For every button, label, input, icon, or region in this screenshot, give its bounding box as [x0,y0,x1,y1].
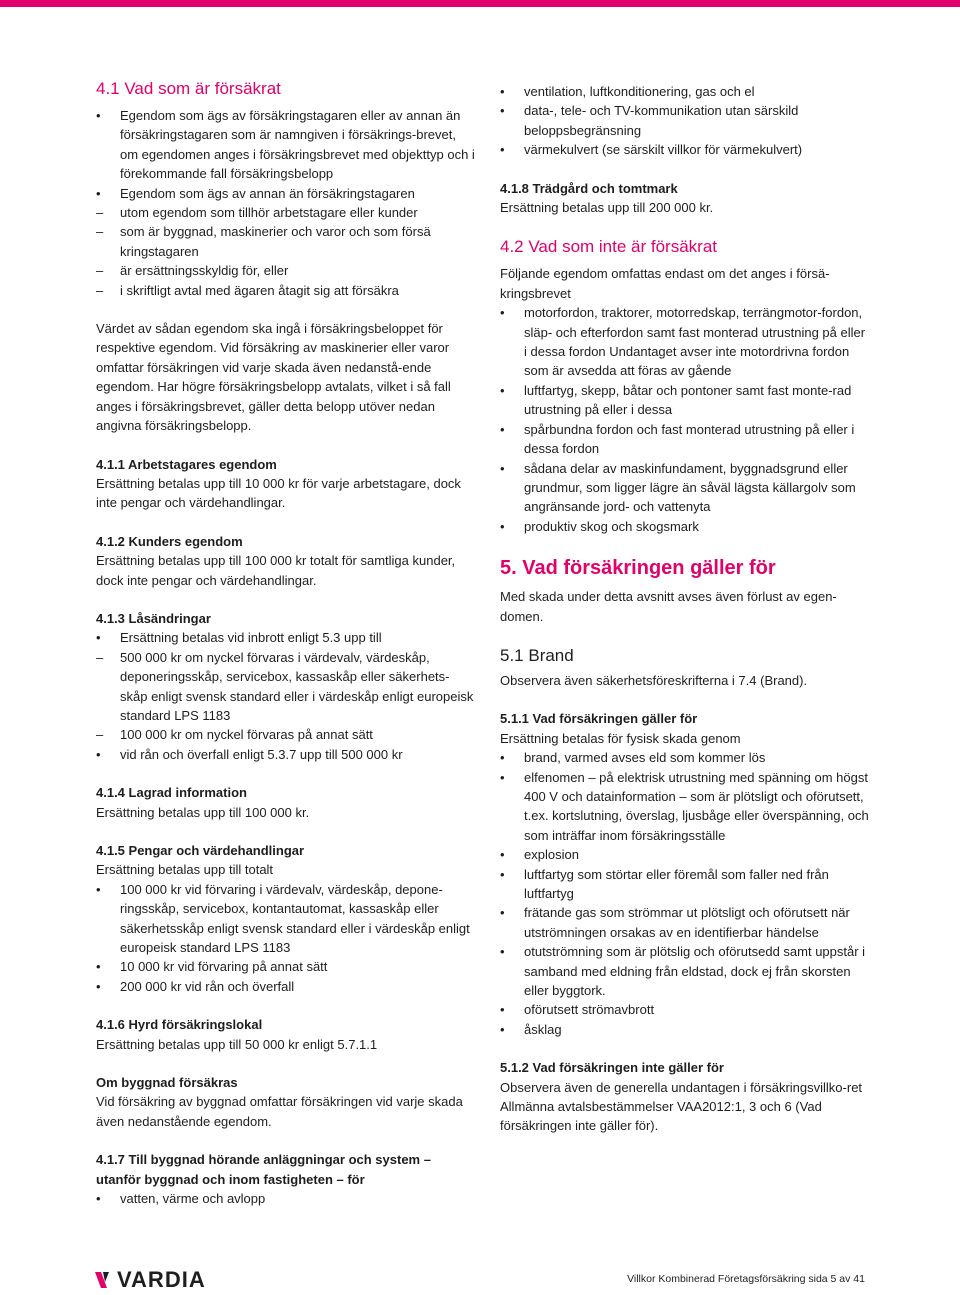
bullet-list-item: • oförutsett strömavbrott [500,1000,870,1019]
bullet-list-item: • motorfordon, traktorer, motorredskap, terrängmotor-fordon, släp- och efterfordon samt fast monterad utrustning på eller i dessa fordon Undantaget avser inte motordrivna fordon som är avsedda att föras av gående [500,303,870,381]
bullet-list-item: • data-, tele- och TV-kommunikation utan särskild beloppsbegränsning [500,101,870,140]
list-4-1 [96,106,476,300]
paragraph-5-1-2: Observera även de generella undantagen i försäkringsvillko-ret Allmänna avtalsbestämmelser VAA2012:1, 3 och 6 (Vad försäkringen inte gäller för). [500,1079,863,1134]
vardia-mark-icon [95,1270,115,1290]
dash-list-item: – i skriftligt avtal med ägaren åtagit sig att försäkra [96,281,476,300]
heading-4-2: 4.2 Vad som inte är försäkrat [500,237,718,257]
bullet-list-item: • vid rån och överfall enligt 5.3.7 upp till 500 000 kr [96,745,476,764]
list-4-1-3 [96,628,476,764]
bullet-list-item: • explosion [500,845,870,864]
heading-4-1-3: 4.1.3 Låsändringar [96,610,211,626]
paragraph-5: Med skada under detta avsnitt avses även förlust av egen-domen. [500,589,837,624]
bullet-list-item: • frätande gas som strömmar ut plötsligt och oförutsett när utströmningen orsakas av en identifierbar händelse [500,903,870,942]
left-column [96,78,476,1209]
paragraph-5-1: Observera även säkerhetsföreskrifterna i 7.4 (Brand). [500,672,808,688]
list-4-1-7 [96,1189,476,1208]
list-4-2 [500,303,870,536]
bullet-list-item: • 200 000 kr vid rån och överfall [96,977,476,996]
bullet-list-item: • Egendom som ägs av annan än försäkringstagaren [96,184,476,203]
paragraph-4-1-5: Ersättning betalas upp till totalt [96,862,274,878]
heading-4-1-6: 4.1.6 Hyrd försäkringslokal [96,1017,263,1033]
paragraph-4-1-8: Ersättning betalas upp till 200 000 kr. [500,200,714,216]
bullet-list-item: • åsklag [500,1020,870,1039]
right-column [500,82,870,1136]
vardia-logo [95,1269,206,1291]
top-accent-bar [0,0,960,7]
paragraph-4-1-6: Ersättning betalas upp till 50 000 kr enligt 5.7.1.1 [96,1036,378,1052]
heading-4-1-8: 4.1.8 Trädgård och tomtmark [500,180,678,196]
bullet-list-item: • ventilation, luftkonditionering, gas och el [500,82,870,101]
bullet-list-item: • vatten, värme och avlopp [96,1189,476,1208]
bullet-list-item: • otutströmning som är plötslig och oförutsedd samt uppstår i samband med eldning från eldstad, dock ej från skorsten eller byggtork. [500,942,870,1000]
paragraph-5-1-1: Ersättning betalas för fysisk skada genom [500,730,741,746]
paragraph-4-1-2: Ersättning betalas upp till 100 000 kr totalt för samtliga kunder, dock inte pengar och värdehandlingar. [96,553,456,588]
heading-5-1-1: 5.1.1 Vad försäkringen gäller för [500,711,698,727]
bullet-list-item: • Egendom som ägs av försäkringstagaren eller av annan än försäkringstagaren som är namngiven i försäkrings-brevet, om egendomen anges i försäkringsbrevet med objekttyp och i förekommande fall försäkringsbelopp [96,106,476,184]
heading-4-1-4: 4.1.4 Lagrad information [96,785,247,801]
bullet-list-item: • 10 000 kr vid förvaring på annat sätt [96,957,476,976]
bullet-list-item: • spårbundna fordon och fast monterad utrustning på eller i dessa fordon [500,420,870,459]
bullet-list-item: • värmekulvert (se särskilt villkor för värmekulvert) [500,140,870,159]
dash-list-item: – utom egendom som tillhör arbetstagare eller kunder [96,203,476,222]
bullet-list-item: • luftfartyg, skepp, båtar och pontoner samt fast monte-rad utrustning på eller i dessa [500,381,870,420]
dash-list-item: – 100 000 kr om nyckel förvaras på annat sätt [96,725,476,744]
page-footer: Villkor Kombinerad Företagsförsäkring sida 5 av 41 [627,1273,865,1285]
bullet-list-item: • Ersättning betalas vid inbrott enligt 5.3 upp till [96,628,476,647]
bullet-list-item: • sådana delar av maskinfundament, byggnadsgrund eller grundmur, som ligger lägre än såväl lägsta källargolv som angränsande jord- och vattenyta [500,459,870,517]
heading-4-1-5: 4.1.5 Pengar och värdehandlingar [96,843,305,858]
paragraph-4-1-4: Ersättning betalas upp till 100 000 kr. [96,804,310,820]
list-4-1-7-cont [500,82,870,160]
dash-list-item: – 500 000 kr om nyckel förvaras i värdevalv, värdeskåp, deponeringsskåp, servicebox, kassaskåp eller säkerhets-skåp enligt svensk standard eller i värdeskåp enligt europeisk standard LPS 1183 [96,648,476,726]
paragraph-4-1-1: Ersättning betalas upp till 10 000 kr för varje arbetstagare, dock inte pengar och värdehandlingar. [96,475,461,511]
heading-4-1-2: 4.1.2 Kunders egendom [96,533,243,549]
bullet-list-item: • 100 000 kr vid förvaring i värdevalv, värdeskåp, depone-ringsskåp, servicebox, kontantautomat, kassaskåp eller säkerhetsskåp enligt svensk standard eller i värdeskåp enligt europeisk standard LPS 1183 [96,880,476,958]
heading-4-1: 4.1 Vad som är försäkrat [96,79,281,98]
paragraph-4-1: Värdet av sådan egendom ska ingå i försäkringsbeloppet för respektive egendom. Vid försäkring av maskinerier eller varor omfattar försäkringen vid varje skada även nedanstå-ende egendom. Har högre försäkringsbelopp avtalats, vilket i så fall anges i försäkringsbrevet, gäller detta belopp utöver nedan angivna försäkringsbelopp. [96,321,451,434]
dash-list-item: – är ersättningsskyldig för, eller [96,261,476,280]
paragraph-om-byggnad: Vid försäkring av byggnad omfattar försäkringen vid varje skada även nedanstående egendom. [96,1094,463,1129]
heading-5: 5. Vad försäkringen gäller för [500,557,776,580]
heading-5-1: 5.1 Brand [500,645,574,665]
list-4-1-5 [96,880,476,996]
heading-4-1-7: 4.1.7 Till byggnad hörande anläggningar och system – utanför byggnad och inom fastigheten – för [96,1152,431,1187]
paragraph-4-2: Följande egendom omfattas endast om det anges i försä-kringsbrevet [500,266,830,301]
dash-list-item: – som är byggnad, maskinerier och varor och som försä kringstagaren [96,222,476,261]
bullet-list-item: • elfenomen – på elektrisk utrustning med spänning om högst 400 V och datainformation – som är plötsligt och oförutsett, t.ex. kortslutning, överslag, ljusbåge eller överspänning, och som inträffar inom försäkringsställe [500,768,870,846]
heading-om-byggnad: Om byggnad försäkras [96,1075,238,1091]
logo-wordmark: VARDIA [117,1267,206,1292]
list-5-1-1 [500,748,870,1039]
bullet-list-item: • brand, varmed avses eld som kommer lös [500,748,870,767]
heading-5-1-2: 5.1.2 Vad försäkringen inte gäller för [500,1060,724,1076]
heading-4-1-1: 4.1.1 Arbetstagares egendom [96,456,277,472]
bullet-list-item: • luftfartyg som störtar eller föremål som faller ned från luftfartyg [500,865,870,904]
bullet-list-item: • produktiv skog och skogsmark [500,517,870,536]
